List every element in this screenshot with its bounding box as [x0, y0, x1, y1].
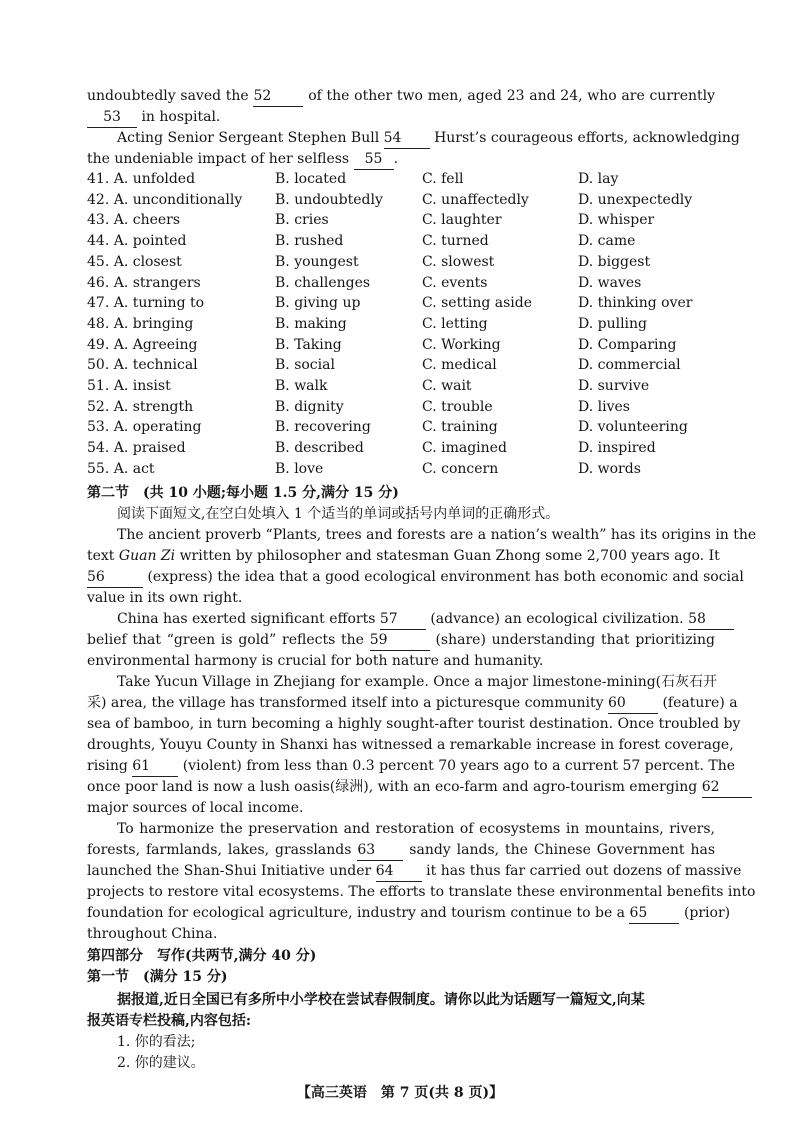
option-row — [87, 293, 727, 313]
passage-line: major sources of local income. — [87, 800, 304, 816]
option-row — [87, 231, 727, 251]
option-b[interactable]: B. love — [275, 460, 324, 477]
blank-63[interactable]: 63 — [357, 840, 403, 861]
option-row — [87, 417, 727, 437]
option-n[interactable]: 52. A. strength — [87, 398, 194, 415]
option-d[interactable]: D. unexpectedly — [578, 191, 693, 208]
option-d[interactable]: D. pulling — [578, 315, 648, 332]
option-row — [87, 397, 727, 417]
passage-line: Take Yucun Village in Zhejiang for example. Once a major limestone-mining(石灰石开 — [117, 674, 718, 690]
option-n[interactable]: 48. A. bringing — [87, 315, 194, 332]
option-c[interactable]: C. Working — [422, 336, 501, 353]
passage-line: belief that “green is gold” reflects the 59 (share) understanding that prioritizing — [87, 630, 715, 650]
passage-line: foundation for ecological agriculture, industry and tourism continue to be a 65 (prior) — [87, 903, 715, 923]
passage-line: 56 (express) the idea that a good ecological environment has both economic and social — [87, 567, 715, 587]
passage-line: throughout China. — [87, 926, 218, 942]
option-d[interactable]: D. thinking over — [578, 295, 693, 312]
option-n[interactable]: 43. A. cheers — [87, 212, 181, 229]
option-n[interactable]: 46. A. strangers — [87, 274, 201, 291]
option-b[interactable]: B. rushed — [275, 233, 344, 250]
option-c[interactable]: C. turned — [422, 233, 489, 250]
option-row — [87, 252, 727, 272]
option-row — [87, 273, 727, 293]
option-row — [87, 376, 727, 396]
option-n[interactable]: 54. A. praised — [87, 440, 186, 457]
option-d[interactable]: D. commercial — [578, 357, 681, 374]
passage-line: To harmonize the preservation and restoration of ecosystems in mountains, rivers, — [117, 821, 715, 837]
option-b[interactable]: B. making — [275, 315, 347, 332]
option-row — [87, 210, 727, 230]
blank-60[interactable]: 60 — [608, 693, 658, 714]
option-d[interactable]: D. waves — [578, 274, 642, 291]
option-d[interactable]: D. came — [578, 233, 636, 250]
option-d[interactable]: D. biggest — [578, 253, 651, 270]
option-c[interactable]: C. fell — [422, 171, 464, 187]
passage-line: 53 in hospital. — [87, 107, 715, 127]
option-d[interactable]: D. inspired — [578, 440, 656, 457]
option-n[interactable]: 53. A. operating — [87, 419, 202, 436]
option-n[interactable]: 49. A. Agreeing — [87, 336, 198, 353]
option-b[interactable]: B. described — [275, 440, 364, 457]
blank-53[interactable]: 53 — [87, 107, 137, 128]
option-c[interactable]: C. imagined — [422, 440, 507, 457]
option-c[interactable]: C. concern — [422, 460, 499, 477]
option-c[interactable]: C. wait — [422, 378, 472, 394]
prompt-item: 2. 你的建议。 — [117, 1055, 205, 1071]
option-n[interactable]: 50. A. technical — [87, 357, 198, 374]
blank-65[interactable]: 65 — [629, 903, 679, 924]
option-c[interactable]: C. laughter — [422, 212, 502, 229]
option-row — [87, 459, 727, 479]
option-d[interactable]: D. lay — [578, 171, 619, 187]
blank-55[interactable]: 55 — [354, 149, 394, 170]
option-b[interactable]: B. cries — [275, 212, 329, 229]
blank-62[interactable]: 62 — [702, 777, 752, 798]
option-n[interactable]: 45. A. closest — [87, 253, 182, 270]
option-row — [87, 355, 727, 375]
option-b[interactable]: B. walk — [275, 378, 328, 394]
passage-line: droughts, Youyu County in Shanxi has witnessed a remarkable increase in forest coverage, — [87, 737, 734, 753]
blank-59[interactable]: 59 — [370, 630, 430, 651]
option-n[interactable]: 55. A. act — [87, 460, 155, 477]
writing-prompt: 据报道,近日全国已有多所中小学校在尝试春假制度。请你以此为话题写一篇短文,向某 — [117, 992, 645, 1008]
option-c[interactable]: C. setting aside — [422, 295, 532, 312]
blank-56[interactable]: 56 — [87, 567, 143, 588]
option-d[interactable]: D. lives — [578, 398, 630, 415]
option-d[interactable]: D. survive — [578, 378, 650, 394]
passage-line: value in its own right. — [87, 590, 243, 606]
option-c[interactable]: C. medical — [422, 357, 497, 374]
option-b[interactable]: B. recovering — [275, 419, 371, 436]
passage-line: undoubtedly saved the 52 of the other two men, aged 23 and 24, who are currently — [87, 86, 715, 106]
passage-line: The ancient proverb “Plants, trees and forests are a nation’s wealth” has its origins in the — [117, 527, 757, 543]
option-row — [87, 169, 727, 189]
option-n[interactable]: 41. A. unfolded — [87, 171, 196, 187]
option-n[interactable]: 44. A. pointed — [87, 233, 187, 250]
blank-54[interactable]: 54 — [384, 128, 430, 149]
passage-line: China has exerted significant efforts 57 (advance) an ecological civilization. 58 — [117, 609, 715, 629]
option-d[interactable]: D. Comparing — [578, 336, 677, 353]
blank-58[interactable]: 58 — [688, 609, 734, 630]
option-b[interactable]: B. social — [275, 357, 335, 374]
section-instruction: 阅读下面短文,在空白处填入 1 个适当的单词或括号内单词的正确形式。 — [117, 506, 560, 522]
blank-52[interactable]: 52 — [253, 86, 303, 107]
section-heading: 第二节 (共 10 小题;每小题 1.5 分,满分 15 分) — [87, 485, 399, 501]
option-c[interactable]: C. unaffectedly — [422, 191, 529, 208]
option-n[interactable]: 42. A. unconditionally — [87, 191, 243, 208]
prompt-item: 1. 你的看法; — [117, 1034, 196, 1050]
option-row — [87, 335, 727, 355]
passage-line: text Guan Zi written by philosopher and statesman Guan Zhong some 2,700 years ago. It — [87, 548, 720, 564]
option-row — [87, 314, 727, 334]
option-b[interactable]: B. giving up — [275, 295, 361, 312]
passage-line: sea of bamboo, in turn becoming a highly sought-after tourist destination. Once troubled by — [87, 716, 741, 732]
option-n[interactable]: 47. A. turning to — [87, 295, 205, 312]
passage-line: once poor land is now a lush oasis(绿洲), with an eco-farm and agro-tourism emerging 62 — [87, 777, 715, 797]
option-c[interactable]: C. events — [422, 274, 488, 291]
passage-line: forests, farmlands, lakes, grasslands 63 sandy lands, the Chinese Government has — [87, 840, 715, 860]
option-row — [87, 438, 727, 458]
passage-line: projects to restore vital ecosystems. The efforts to translate these environmental benefits into — [87, 884, 756, 900]
option-b[interactable]: B. located — [275, 171, 347, 187]
passage-line: Acting Senior Sergeant Stephen Bull 54 Hurst’s courageous efforts, acknowledging — [117, 128, 715, 148]
passage-line: launched the Shan-Shui Initiative under 64 it has thus far carried out dozens of massive — [87, 861, 715, 881]
option-c[interactable]: C. trouble — [422, 398, 493, 415]
part-heading: 第四部分 写作(共两节,满分 40 分) — [87, 948, 317, 964]
option-d[interactable]: D. words — [578, 460, 641, 477]
option-n[interactable]: 51. A. insist — [87, 378, 171, 394]
blank-57[interactable]: 57 — [380, 609, 426, 630]
blank-61[interactable]: 61 — [132, 756, 178, 777]
option-c[interactable]: C. letting — [422, 315, 488, 332]
blank-64[interactable]: 64 — [376, 861, 422, 882]
option-row — [87, 190, 727, 210]
writing-prompt: 报英语专栏投稿,内容包括: — [87, 1013, 252, 1029]
option-b[interactable]: B. undoubtedly — [275, 191, 383, 208]
option-c[interactable]: C. slowest — [422, 253, 495, 270]
option-b[interactable]: B. Taking — [275, 336, 342, 353]
option-b[interactable]: B. challenges — [275, 274, 371, 291]
option-b[interactable]: B. dignity — [275, 398, 344, 415]
page-footer: 【高三英语 第 7 页(共 8 页)】 — [296, 1085, 504, 1101]
passage-line: the undeniable impact of her selfless 55 . — [87, 149, 715, 169]
sub-heading: 第一节 (满分 15 分) — [87, 969, 228, 985]
option-c[interactable]: C. training — [422, 419, 498, 436]
passage-line: 采) area, the village has transformed itself into a picturesque community 60 (feature) a — [87, 693, 715, 713]
option-d[interactable]: D. volunteering — [578, 419, 688, 436]
passage-line: rising 61 (violent) from less than 0.3 percent 70 years ago to a current 57 percent. The — [87, 756, 715, 776]
passage-line: environmental harmony is crucial for both nature and humanity. — [87, 653, 544, 669]
option-d[interactable]: D. whisper — [578, 212, 655, 229]
option-b[interactable]: B. youngest — [275, 253, 359, 270]
